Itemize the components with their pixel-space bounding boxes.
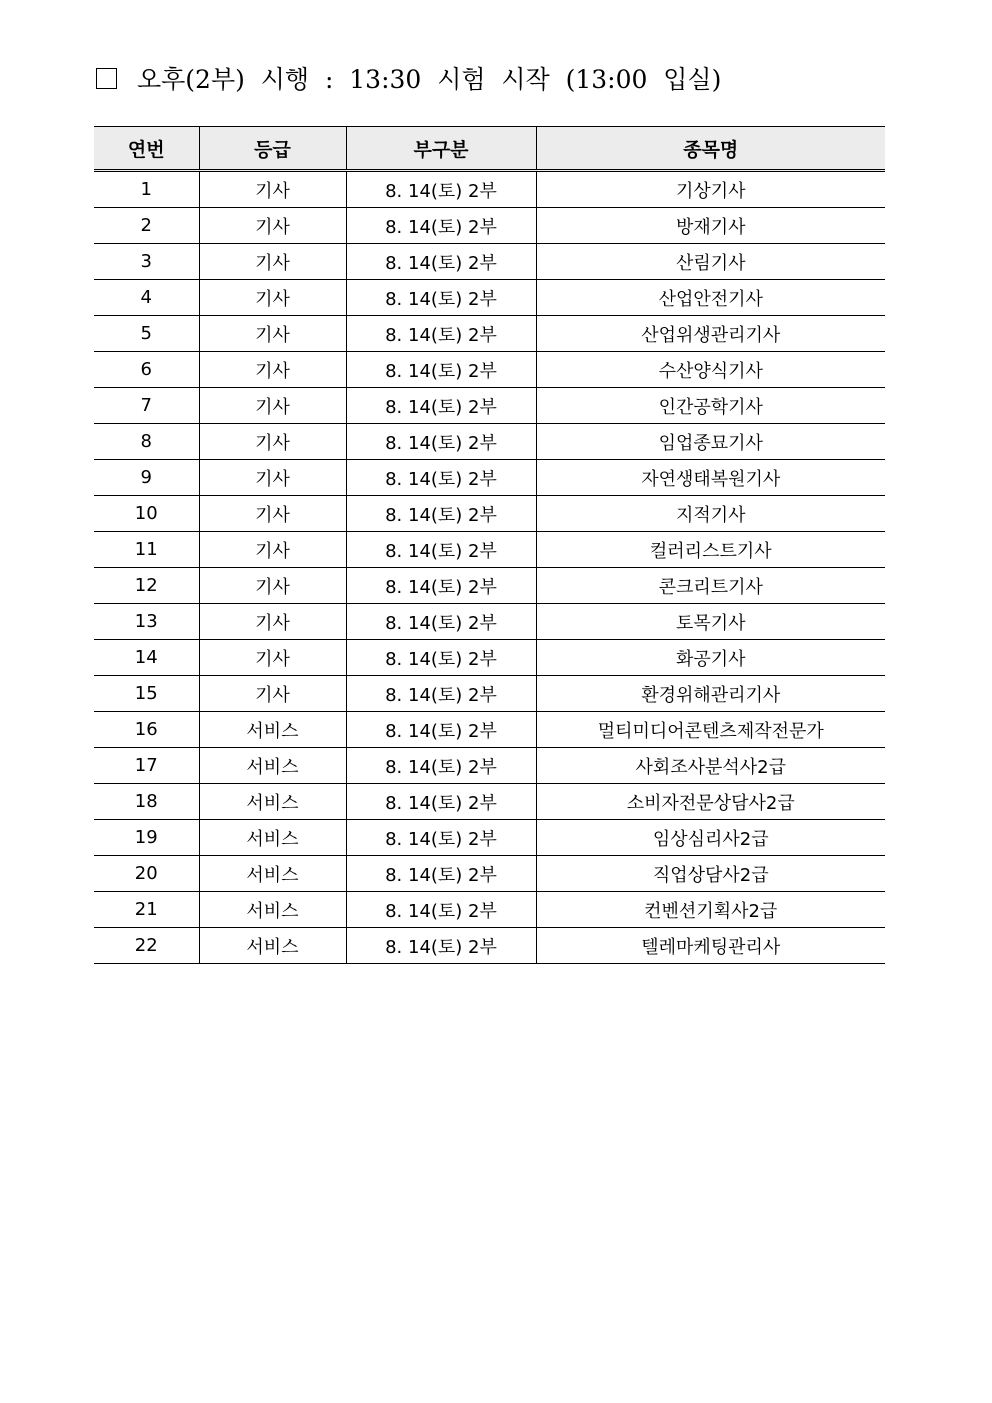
cell-exam-name: 산림기사: [536, 244, 885, 280]
cell-exam-name: 지적기사: [536, 496, 885, 532]
cell-number: 20: [94, 856, 199, 892]
cell-session: 8. 14(토) 2부: [346, 820, 536, 856]
table-row: [94, 856, 885, 892]
cell-grade: 기사: [199, 532, 346, 568]
checkbox-square-icon: [96, 68, 117, 89]
cell-number: 8: [94, 424, 199, 460]
cell-exam-name: 화공기사: [536, 640, 885, 676]
cell-number: 4: [94, 280, 199, 316]
cell-exam-name: 컬러리스트기사: [536, 532, 885, 568]
cell-number: 18: [94, 784, 199, 820]
cell-grade: 기사: [199, 424, 346, 460]
cell-number: 12: [94, 568, 199, 604]
cell-session: 8. 14(토) 2부: [346, 892, 536, 928]
table-row: [94, 496, 885, 532]
cell-number: 10: [94, 496, 199, 532]
table-row: [94, 316, 885, 352]
table-row: [94, 280, 885, 316]
cell-exam-name: 기상기사: [536, 171, 885, 208]
table-row: [94, 532, 885, 568]
cell-session: 8. 14(토) 2부: [346, 748, 536, 784]
cell-session: 8. 14(토) 2부: [346, 460, 536, 496]
cell-exam-name: 토목기사: [536, 604, 885, 640]
column-header-session: 부구분: [346, 127, 536, 171]
cell-session: 8. 14(토) 2부: [346, 856, 536, 892]
cell-number: 17: [94, 748, 199, 784]
cell-exam-name: 산업안전기사: [536, 280, 885, 316]
cell-grade: 기사: [199, 171, 346, 208]
table-row: [94, 171, 885, 208]
cell-session: 8. 14(토) 2부: [346, 208, 536, 244]
cell-exam-name: 방재기사: [536, 208, 885, 244]
table-row: [94, 352, 885, 388]
table-row: [94, 568, 885, 604]
exam-schedule-table: [94, 126, 885, 964]
cell-grade: 기사: [199, 676, 346, 712]
cell-exam-name: 컨벤션기획사2급: [536, 892, 885, 928]
cell-number: 14: [94, 640, 199, 676]
table-body: [94, 171, 885, 964]
cell-number: 6: [94, 352, 199, 388]
table-row: [94, 460, 885, 496]
cell-number: 1: [94, 171, 199, 208]
cell-session: 8. 14(토) 2부: [346, 928, 536, 964]
cell-exam-name: 멀티미디어콘텐츠제작전문가: [536, 712, 885, 748]
cell-exam-name: 직업상담사2급: [536, 856, 885, 892]
cell-exam-name: 텔레마케팅관리사: [536, 928, 885, 964]
cell-number: 19: [94, 820, 199, 856]
cell-session: 8. 14(토) 2부: [346, 676, 536, 712]
table-row: [94, 388, 885, 424]
table-row: [94, 208, 885, 244]
cell-session: 8. 14(토) 2부: [346, 316, 536, 352]
table-row: [94, 640, 885, 676]
cell-exam-name: 임상심리사2급: [536, 820, 885, 856]
cell-session: 8. 14(토) 2부: [346, 604, 536, 640]
table-row: [94, 784, 885, 820]
table-row: [94, 676, 885, 712]
cell-grade: 기사: [199, 460, 346, 496]
cell-session: 8. 14(토) 2부: [346, 280, 536, 316]
table-row: [94, 748, 885, 784]
cell-grade: 기사: [199, 388, 346, 424]
cell-number: 16: [94, 712, 199, 748]
cell-number: 9: [94, 460, 199, 496]
cell-grade: 기사: [199, 568, 346, 604]
cell-exam-name: 산업위생관리기사: [536, 316, 885, 352]
table-header-row: [94, 127, 885, 171]
cell-grade: 서비스: [199, 928, 346, 964]
table-row: [94, 712, 885, 748]
cell-grade: 서비스: [199, 748, 346, 784]
cell-session: 8. 14(토) 2부: [346, 388, 536, 424]
cell-number: 11: [94, 532, 199, 568]
cell-grade: 기사: [199, 208, 346, 244]
cell-exam-name: 인간공학기사: [536, 388, 885, 424]
table-row: [94, 604, 885, 640]
cell-number: 2: [94, 208, 199, 244]
cell-grade: 기사: [199, 244, 346, 280]
column-header-number: 연번: [94, 127, 199, 171]
cell-number: 13: [94, 604, 199, 640]
cell-grade: 기사: [199, 352, 346, 388]
cell-exam-name: 환경위해관리기사: [536, 676, 885, 712]
cell-exam-name: 사회조사분석사2급: [536, 748, 885, 784]
cell-number: 21: [94, 892, 199, 928]
table-row: [94, 928, 885, 964]
column-header-exam-name: 종목명: [536, 127, 885, 171]
cell-grade: 서비스: [199, 892, 346, 928]
cell-session: 8. 14(토) 2부: [346, 424, 536, 460]
table-row: [94, 424, 885, 460]
cell-exam-name: 소비자전문상담사2급: [536, 784, 885, 820]
table-row: [94, 892, 885, 928]
cell-grade: 서비스: [199, 856, 346, 892]
cell-grade: 기사: [199, 604, 346, 640]
cell-session: 8. 14(토) 2부: [346, 568, 536, 604]
cell-number: 3: [94, 244, 199, 280]
cell-grade: 기사: [199, 316, 346, 352]
cell-session: 8. 14(토) 2부: [346, 712, 536, 748]
cell-number: 22: [94, 928, 199, 964]
cell-grade: 기사: [199, 280, 346, 316]
table-row: [94, 244, 885, 280]
cell-number: 5: [94, 316, 199, 352]
section-heading-text: 오후(2부) 시행 : 13:30 시험 시작 (13:00 입실): [137, 65, 722, 94]
cell-grade: 서비스: [199, 820, 346, 856]
cell-session: 8. 14(토) 2부: [346, 244, 536, 280]
cell-grade: 서비스: [199, 784, 346, 820]
cell-number: 15: [94, 676, 199, 712]
cell-session: 8. 14(토) 2부: [346, 532, 536, 568]
section-heading: [96, 58, 721, 98]
cell-session: 8. 14(토) 2부: [346, 640, 536, 676]
cell-exam-name: 자연생태복원기사: [536, 460, 885, 496]
cell-session: 8. 14(토) 2부: [346, 352, 536, 388]
cell-exam-name: 콘크리트기사: [536, 568, 885, 604]
table-row: [94, 820, 885, 856]
cell-session: 8. 14(토) 2부: [346, 784, 536, 820]
cell-exam-name: 임업종묘기사: [536, 424, 885, 460]
cell-grade: 서비스: [199, 712, 346, 748]
cell-exam-name: 수산양식기사: [536, 352, 885, 388]
column-header-grade: 등급: [199, 127, 346, 171]
cell-session: 8. 14(토) 2부: [346, 171, 536, 208]
cell-session: 8. 14(토) 2부: [346, 496, 536, 532]
cell-number: 7: [94, 388, 199, 424]
cell-grade: 기사: [199, 496, 346, 532]
cell-grade: 기사: [199, 640, 346, 676]
